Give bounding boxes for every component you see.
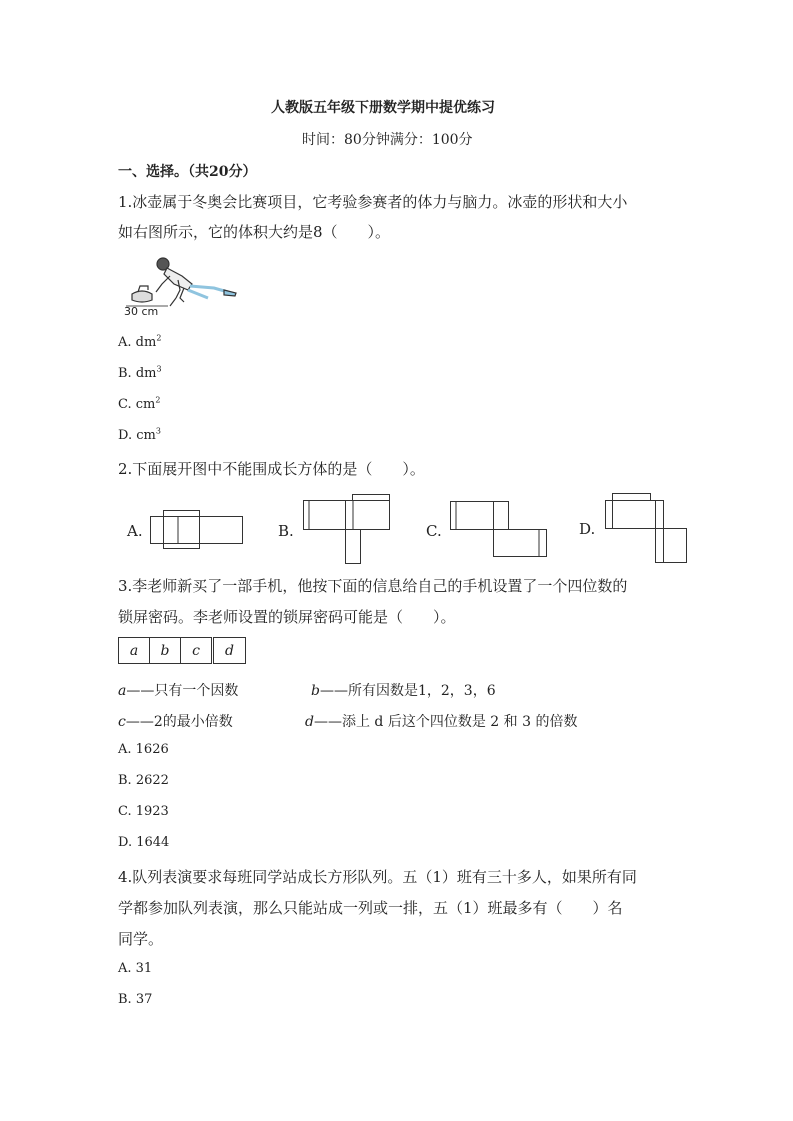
clue-d: d——添上 d 后这个四位数是 2 和 3 的倍数 <box>305 714 578 730</box>
net-c-diagram <box>449 500 549 560</box>
q2-text-line1: 2.下面展开图中不能围成长方体的是（ ）。 <box>118 460 425 478</box>
q1-text-line2: 如右图所示，它的体积大约是8（ ）。 <box>118 223 391 241</box>
q1-text-line1: 1.冰壶属于冬奥会比赛项目，它考验参赛者的体力与脑力。冰壶的形状和大小 <box>118 193 628 211</box>
clue-b: b——所有因数是1，2，3，6 <box>311 683 496 699</box>
q3-option-d: D. 1644 <box>118 835 170 850</box>
q1-option-a: A. $dm^2$ <box>118 333 162 350</box>
clue-c: c——2的最小倍数 <box>118 714 233 730</box>
q4-option-a: A. 31 <box>118 961 153 976</box>
code-cell-d: d <box>213 637 246 664</box>
code-cell-b: b <box>149 637 181 664</box>
q3-text-line1: 3.李老师新买了一部手机，他按下面的信息给自己的手机设置了一个四位数的 <box>118 577 628 595</box>
q4-text-line2: 学都参加队列表演，那么只能站成一列或一排，五（1）班最多有（ ）名 <box>118 899 623 917</box>
q4-text-line1: 4.队列表演要求每班同学站成长方形队列。五（1）班有三十多人，如果所有同 <box>118 868 637 886</box>
net-a-label: A. <box>127 522 143 540</box>
q3-option-a: A. 1626 <box>118 742 169 757</box>
q1-option-c: C. $cm^2$ <box>118 395 161 412</box>
q3-option-c: C. 1923 <box>118 804 169 819</box>
q4-option-b: B. 37 <box>118 992 153 1007</box>
q4-text-line3: 同学。 <box>118 930 164 948</box>
code-cell-c: c <box>180 637 212 664</box>
net-b-diagram <box>300 493 395 568</box>
curling-size-label: 30 cm <box>124 305 159 318</box>
q1-option-d: D. $cm^3$ <box>118 426 161 443</box>
net-d-label: D. <box>579 520 596 538</box>
page-title: 人教版五年级下册数学期中提优练习 <box>271 100 495 116</box>
net-c-label: C. <box>426 522 442 540</box>
code-cell-a: a <box>118 637 150 664</box>
net-d-diagram <box>602 492 692 567</box>
q3-text-line2: 锁屏密码。李老师设置的锁屏密码可能是（ ）。 <box>118 608 456 626</box>
section-heading: 一、选择。（共20分） <box>118 164 257 180</box>
q3-option-b: B. 2622 <box>118 773 169 788</box>
page-subtitle: 时间：80分钟满分：100分 <box>302 132 473 148</box>
q1-option-b: B. $dm^3$ <box>118 364 162 381</box>
net-b-label: B. <box>278 522 294 540</box>
clue-a: a——只有一个因数 <box>118 683 239 699</box>
net-a-diagram <box>150 507 245 552</box>
